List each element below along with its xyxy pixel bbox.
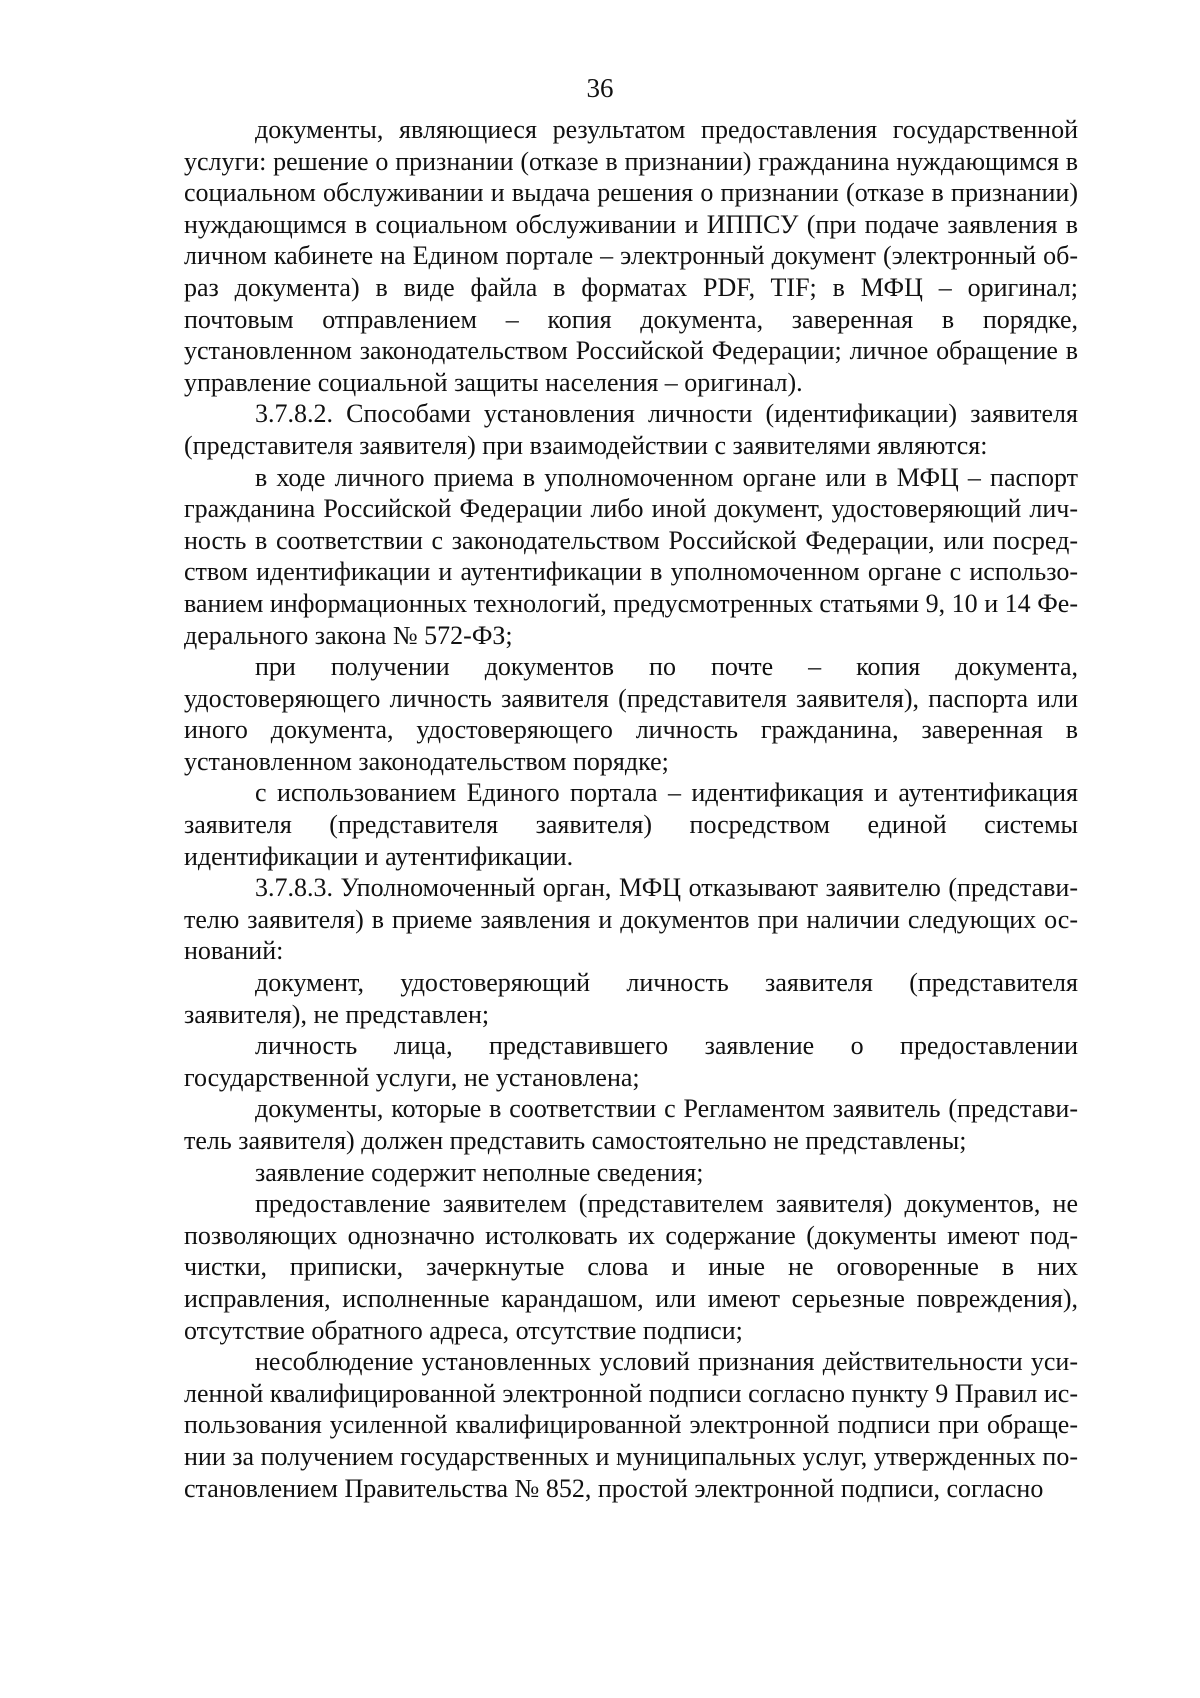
page-number: 36 [586,73,614,103]
document-body [184,114,1078,1504]
paragraph-by-mail: при получении документов по почте – копия документа, удостоверяющего личность заявителя (представителя заявителя), паспорта или иного документа, удостоверяющего личность гражданина, заверенная в установленном законодательством порядке; [184,652,1078,776]
paragraph-identity-not-established: личность лица, представившего заявление о предоставлении государственной услуги, не установлена; [184,1031,1078,1092]
paragraph-documents-not-provided: документы, которые в соответствии с Регламентом заявитель (представитель заявителя) должен представить самостоятельно не представлены; [184,1094,1078,1155]
paragraph-incomplete-information: заявление содержит неполные сведения; [255,1157,704,1187]
paragraph-personal-reception: в ходе личного приема в уполномоченном органе или в МФЦ – паспорт гражданина Российской Федерации либо иной документ, удостоверяющий личность в соответствии с законодательством Российской Федерации, или посредством идентификации и аутентификации в уполномоченном органе с использованием информационных технологий, предусмотренных статьями 9, 10 и 14 Федерального закона № 572-ФЗ; [184,462,1078,650]
paragraph-result-documents: документы, являющиеся результатом предоставления государственной услуги: решение о признании (отказе в признании) гражданина нуждающимся в социальном обслуживании и выдача решения о признании (отказе в признании) нуждающимся в социальном обслуживании и ИППСУ (при подаче заявления в личном кабинете на Едином портале – электронный документ (электронный образ документа) в виде файла в форматах PDF, TIF; в МФЦ – оригинал; почтовым отправлением – копия документа, заверенная в порядке, установленном законодательством Российской Федерации; личное обращение в управление социальной защиты населения – оригинал). [184,115,1078,397]
paragraph-signature-conditions: несоблюдение установленных условий признания действительности усиленной квалифицированной электронной подписи согласно пункту 9 Правил использования усиленной квалифицированной электронной подписи при обращении за получением государственных и муниципальных услуг, утвержденных постановлением Правительства № 852, простой электронной подписи, согласно [184,1347,1078,1503]
paragraph-unreadable-documents: предоставление заявителем (представителем заявителя) документов, не позволяющих однозначно истолковать их содержание (документы имеют подчистки, приписки, зачеркнутые слова и иные не оговоренные в них исправления, исполненные карандашом, или имеют серьезные повреждения), отсутствие обратного адреса, отсутствие подписи; [184,1189,1078,1345]
paragraph-3-7-8-3: 3.7.8.3. Уполномоченный орган, МФЦ отказывают заявителю (представителю заявителя) в приеме заявления и документов при наличии следующих оснований: [184,873,1078,966]
paragraph-identity-document-missing: документ, удостоверяющий личность заявителя (представителя заявителя), не представлен; [184,968,1078,1029]
paragraph-unified-portal: с использованием Единого портала – идентификация и аутентификация заявителя (представителя заявителя) посредством единой системы идентификации и аутентификации. [184,778,1078,871]
paragraph-3-7-8-2: 3.7.8.2. Способами установления личности (идентификации) заявителя (представителя заявителя) при взаимодействии с заявителями являются: [184,399,1078,460]
